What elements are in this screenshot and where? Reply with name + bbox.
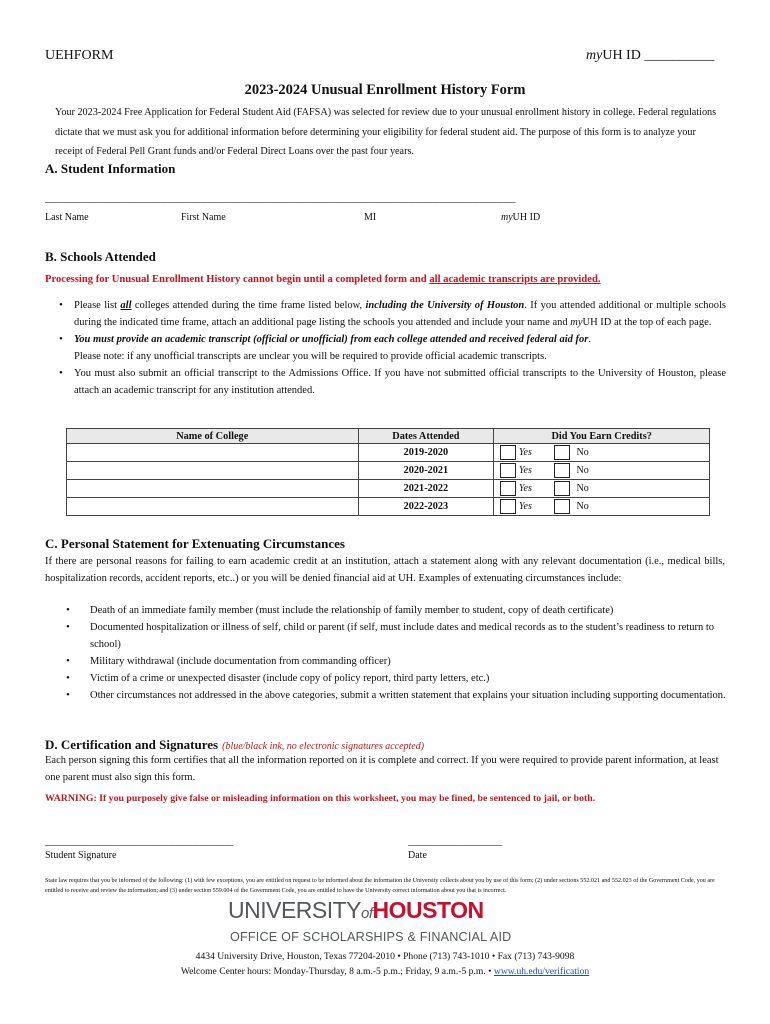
instruction-text: colleges attended during the time frame listed below,	[131, 300, 366, 311]
list-item: • Documented hospitalization or illness of self, child or parent (if self, must include dates and medical records as to the student’s readiness to return to school)	[90, 619, 726, 653]
dates-cell: 2022-2023	[358, 498, 494, 516]
table-row	[67, 498, 710, 516]
logo-houston: HOUSTON	[372, 897, 484, 923]
credits-cell	[494, 462, 710, 480]
first-name-label: First Name	[181, 212, 226, 223]
yes-label: Yes	[518, 482, 532, 494]
header-id-suffix: UH ID __________	[602, 48, 715, 63]
header-id-field[interactable]	[586, 48, 714, 64]
no-checkbox[interactable]	[554, 481, 570, 496]
yes-checkbox[interactable]	[500, 445, 516, 460]
warning-text: WARNING: If you purposely give false or misleading information on this worksheet, you may be fined, be sentenced to jail, or both.	[45, 793, 596, 804]
extenuating-examples-list	[90, 602, 726, 704]
processing-notice-text: Processing for Unusual Enrollment History cannot begin until a completed form and	[45, 274, 430, 285]
office-name: OFFICE OF SCHOLARSHIPS & FINANCIAL AID	[230, 930, 512, 944]
instruction-text: UH ID at the top of each page.	[582, 317, 712, 328]
logo-of: of	[361, 905, 373, 922]
processing-notice	[45, 274, 601, 285]
instruction-list-colleges	[74, 297, 726, 331]
yes-checkbox[interactable]	[500, 481, 516, 496]
credits-cell	[494, 480, 710, 498]
logo-university: UNIVERSITY	[228, 897, 362, 923]
myuh-id-suffix: UH ID	[512, 212, 541, 223]
no-label: No	[576, 482, 589, 494]
credits-cell	[494, 444, 710, 462]
legal-notice: State law requires that you be informed of the following: (1) with few exceptions, you are entitled on request to be informed about the information the University collects about you by use of this form; (2) under sections 552.021 and 552.023 of the Government Code, you are entitled to receive and review the information; and (3) under section 559.004 of the Government Code, you are entitled to have the University correct information about you that is incorrect.	[45, 878, 715, 894]
college-name-cell[interactable]	[67, 444, 359, 462]
college-name-cell[interactable]	[67, 480, 359, 498]
instruction-emphasis-all: all	[120, 300, 132, 311]
instruction-text: . If you attended additional or multiple schools during the indicated time frame, attach an additional page listing the schools you attended and include your name and	[74, 300, 726, 328]
section-d-paragraph: Each person signing this form certifies that all the information reported on it is complete and correct. If you were required to provide parent information, at least one parent must also sign this form.	[45, 755, 719, 783]
college-name-cell[interactable]	[67, 498, 359, 516]
no-label: No	[576, 464, 589, 476]
instruction-period: .	[588, 334, 591, 345]
section-b-heading: B. Schools Attended	[45, 249, 156, 264]
instruction-my: my	[570, 317, 583, 328]
uh-logo	[228, 897, 484, 924]
schools-table	[66, 428, 710, 516]
form-code: UEHFORM	[45, 48, 114, 63]
section-a-heading: A. Student Information	[45, 161, 176, 176]
processing-notice-underlined: all academic transcripts are provided.	[429, 274, 601, 285]
intro-paragraph: Your 2023-2024 Free Application for Federal Student Aid (FAFSA) was selected for review due to your unusual enrollment history in college. Federal regulations dictate that we must ask you for additional information before determining your eligibility for federal student aid. The purpose of this form is to analyze your receipt of Federal Pell Grant funds and/or Federal Direct Loans over the past four years.	[55, 107, 717, 157]
student-name-line[interactable]: _______________________________________________________________________________________________	[45, 193, 516, 204]
credits-column-header: Did You Earn Credits?	[494, 429, 710, 444]
yes-label: Yes	[518, 500, 532, 512]
list-item: • Military withdrawal (include documentation from commanding officer)	[90, 653, 726, 670]
date-line[interactable]: ____________________	[408, 836, 503, 847]
last-name-label: Last Name	[45, 212, 89, 223]
section-c-paragraph: If there are personal reasons for failing to earn academic credit at an institution, attach a statement along with any relevant documentation (i.e., medical bills, hospitalization records, accident reports, etc..) or you will be denied financial aid at UH. Examples of extenuating circumstances include:	[45, 556, 725, 584]
table-row	[67, 444, 710, 462]
no-checkbox[interactable]	[554, 445, 570, 460]
instruction-transcript-note: Please note: if any unofficial transcripts are unclear you will be required to provide official academic transcripts.	[74, 351, 547, 362]
instruction-emphasis-uh: including the University of Houston	[365, 300, 525, 311]
myuh-id-prefix: my	[501, 212, 513, 223]
no-label: No	[576, 446, 589, 458]
signature-label: Student Signature	[45, 850, 117, 861]
mi-label: MI	[364, 212, 377, 223]
instruction-transcript	[74, 331, 726, 365]
no-label: No	[576, 500, 589, 512]
list-item: • Other circumstances not addressed in the above categories, submit a written statement that explains your situation including supporting documentation.	[90, 687, 726, 704]
signature-line[interactable]: ________________________________________	[45, 836, 234, 847]
myuh-id-label	[501, 212, 540, 223]
no-checkbox[interactable]	[554, 463, 570, 478]
college-column-header: Name of College	[67, 429, 359, 444]
yes-checkbox[interactable]	[500, 463, 516, 478]
college-name-cell[interactable]	[67, 462, 359, 480]
section-c-heading: C. Personal Statement for Extenuating Circumstances	[45, 536, 345, 551]
dates-column-header: Dates Attended	[358, 429, 494, 444]
yes-checkbox[interactable]	[500, 499, 516, 514]
section-d-heading: D. Certification and Signatures	[45, 737, 219, 752]
instruction-transcript-bold: You must provide an academic transcript (official or unofficial) from each college attended and received federal aid for	[74, 334, 589, 345]
footer-address: 4434 University Drive, Houston, Texas 77204-2010 • Phone (713) 743-1010 • Fax (713) 743-9098	[195, 951, 575, 962]
footer-hours: Welcome Center hours: Monday-Thursday, 8 a.m.-5 p.m.; Friday, 9 a.m.-5 p.m. •	[180, 966, 494, 977]
dates-cell: 2020-2021	[358, 462, 494, 480]
footer-hours-row	[0, 966, 770, 977]
instruction-admissions: • You must also submit an official transcript to the Admissions Office. If you have not submitted official transcripts to the University of Houston, please attach an academic transcript for any institution attended.	[74, 365, 726, 399]
schools-instructions	[74, 297, 726, 399]
dates-cell: 2019-2020	[358, 444, 494, 462]
instruction-text: Please list	[74, 300, 121, 311]
verification-link[interactable]: www.uh.edu/verification	[493, 966, 590, 977]
credits-cell	[494, 498, 710, 516]
date-label: Date	[408, 850, 427, 861]
ink-note: (blue/black ink, no electronic signatures accepted)	[222, 741, 425, 752]
table-row	[67, 480, 710, 498]
dates-cell: 2021-2022	[358, 480, 494, 498]
table-row	[67, 462, 710, 480]
yes-label: Yes	[518, 464, 532, 476]
page-title: 2023-2024 Unusual Enrollment History Form	[244, 82, 526, 98]
table-header-row	[67, 429, 710, 444]
list-item: • Victim of a crime or unexpected disaster (include copy of policy report, third party letters, etc.)	[90, 670, 726, 687]
header-id-prefix: my	[586, 48, 603, 63]
no-checkbox[interactable]	[554, 499, 570, 514]
list-item: • Death of an immediate family member (must include the relationship of family member to student, copy of death certificate)	[90, 602, 726, 619]
yes-label: Yes	[518, 446, 532, 458]
